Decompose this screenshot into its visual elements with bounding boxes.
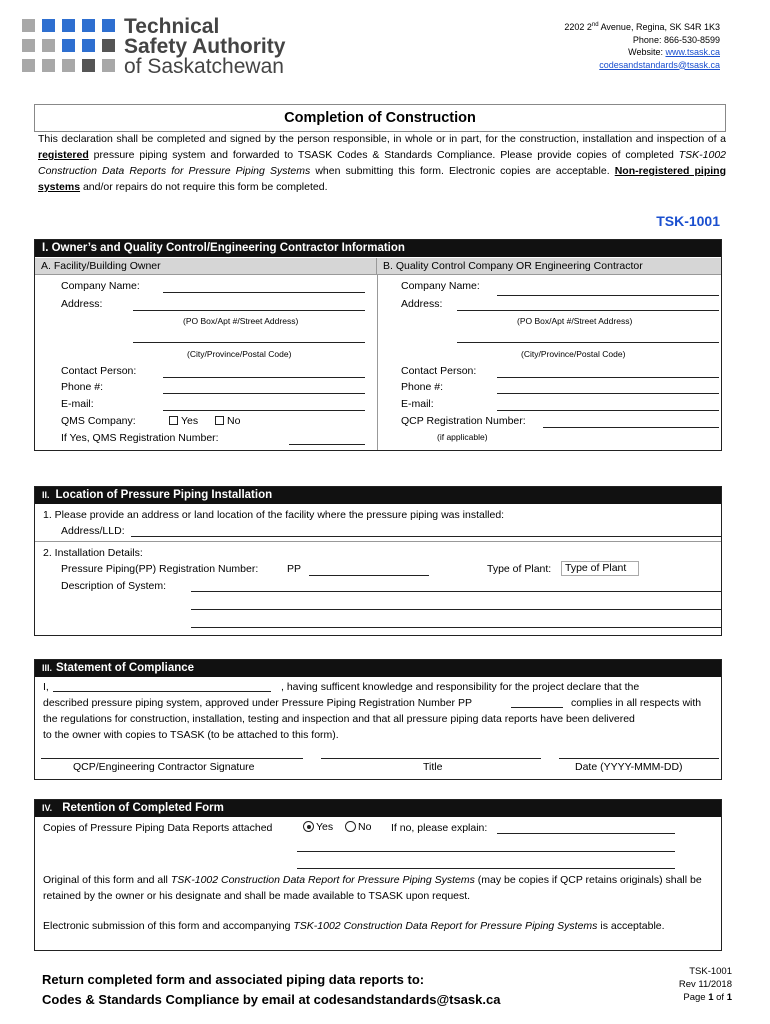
pp-number-input[interactable] bbox=[511, 707, 563, 708]
explain-input-2[interactable] bbox=[297, 851, 675, 852]
owner-contact-input[interactable] bbox=[163, 377, 365, 378]
qcp-reg-input[interactable] bbox=[543, 427, 719, 428]
contractor-email-input[interactable] bbox=[497, 410, 719, 411]
type-of-plant-label: Type of Plant: bbox=[487, 563, 552, 575]
form-number: TSK-1001 bbox=[656, 213, 720, 229]
explain-input-1[interactable] bbox=[497, 833, 675, 834]
qcp-reg-label: QCP Registration Number: bbox=[401, 415, 526, 427]
declarant-name-input[interactable] bbox=[53, 691, 271, 692]
org-line3: of Saskatchewan bbox=[124, 55, 284, 78]
contractor-street-input[interactable] bbox=[457, 310, 719, 311]
qms-no-checkbox[interactable] bbox=[215, 416, 224, 425]
intro-paragraph: This declaration shall be completed and signed by the person responsible, in whole or in part, for the construction, installation and inspection of a registered pressure piping system and forwarded to TSASK Codes & Standards Compliance. Please provide copies of completed TSK-1002 Construction Data Reports for Pressure Piping Systems when submitting this form. Electronic copies are acceptable. Non-registered piping systems and/or repairs do not require this form be completed. bbox=[38, 133, 726, 193]
page-number: Page 1 of 1 bbox=[683, 992, 732, 1003]
logo-square bbox=[62, 59, 75, 72]
owner-address-label: Address: bbox=[61, 298, 103, 310]
org-line1: Technical bbox=[124, 15, 220, 38]
logo-square bbox=[102, 59, 115, 72]
contractor-email-label: E-mail: bbox=[401, 398, 434, 410]
address-lld-label: Address/LLD: bbox=[61, 525, 125, 537]
footer-meta bbox=[679, 965, 732, 1004]
logo-square bbox=[42, 39, 55, 52]
po-box-hint: (PO Box/Apt #/Street Address) bbox=[183, 316, 299, 326]
qms-company-label: QMS Company: bbox=[61, 415, 136, 427]
org-name bbox=[124, 17, 285, 77]
type-of-plant-field[interactable]: Type of Plant bbox=[561, 561, 639, 576]
if-applicable-hint: (if applicable) bbox=[437, 432, 488, 442]
tsask-logo bbox=[22, 19, 118, 79]
owner-street-input[interactable] bbox=[133, 310, 365, 311]
copies-attached-label: Copies of Pressure Piping Data Reports attached bbox=[43, 822, 273, 834]
owner-email-input[interactable] bbox=[163, 410, 365, 411]
installation-details-label: 2. Installation Details: bbox=[43, 547, 143, 559]
title-label: Title bbox=[423, 761, 443, 773]
email-link[interactable]: codesandstandards@tsask.ca bbox=[599, 59, 720, 70]
compliance-line3: the regulations for construction, installation, testing and inspection and that all pressure piping data reports have been delivered bbox=[43, 713, 635, 725]
location-item1: 1. Please provide an address or land location of the facility where the pressure piping was installed: bbox=[43, 509, 505, 521]
po-box-hint: (PO Box/Apt #/Street Address) bbox=[517, 316, 633, 326]
section-title: IV. Retention of Completed Form bbox=[35, 800, 721, 817]
description-input-3[interactable] bbox=[191, 627, 721, 628]
date-label: Date (YYYY-MMM-DD) bbox=[575, 761, 683, 773]
logo-square bbox=[22, 19, 35, 32]
copies-no-option[interactable]: No bbox=[345, 821, 371, 833]
pp-prefix: PP bbox=[287, 563, 302, 575]
city-hint: (City/Province/Postal Code) bbox=[187, 349, 292, 359]
compliance-line1b: , having sufficent knowledge and responsibility for the project declare that the bbox=[281, 681, 640, 693]
owner-email-label: E-mail: bbox=[61, 398, 94, 410]
contractor-contact-input[interactable] bbox=[497, 377, 719, 378]
copies-yes-radio[interactable] bbox=[303, 821, 314, 832]
owner-subhead: A. Facility/Building Owner bbox=[35, 258, 377, 275]
signature-label: QCP/Engineering Contractor Signature bbox=[73, 761, 255, 773]
phone: Phone: 866-530-8599 bbox=[632, 34, 720, 45]
description-input-1[interactable] bbox=[191, 591, 721, 592]
section-title: II. Location of Pressure Piping Installation bbox=[35, 487, 721, 504]
electronic-paragraph: Electronic submission of this form and accompanying TSK-1002 Construction Data Report for Pressure Piping Systems is acceptable. bbox=[43, 920, 665, 932]
copies-yes-option[interactable]: Yes bbox=[303, 821, 333, 833]
qms-reg-label: If Yes, QMS Registration Number: bbox=[61, 432, 219, 444]
owner-contact-label: Contact Person: bbox=[61, 365, 137, 377]
qms-reg-input[interactable] bbox=[289, 444, 365, 445]
qms-no-option[interactable]: No bbox=[215, 415, 240, 427]
section-title: I. Owner’s and Quality Control/Engineering Contractor Information bbox=[35, 240, 721, 257]
city-hint: (City/Province/Postal Code) bbox=[521, 349, 626, 359]
owner-phone-label: Phone #: bbox=[61, 381, 104, 393]
owner-company-input[interactable] bbox=[163, 292, 365, 293]
footer-revision: Rev 11/2018 bbox=[678, 979, 732, 990]
logo-square bbox=[22, 59, 35, 72]
compliance-line4: to the owner with copies to TSASK (to be attached to this form). bbox=[43, 729, 339, 741]
logo-square bbox=[82, 59, 95, 72]
qms-yes-option[interactable]: Yes bbox=[169, 415, 198, 427]
copies-no-radio[interactable] bbox=[345, 821, 356, 832]
qms-yes-checkbox[interactable] bbox=[169, 416, 178, 425]
pp-reg-label: Pressure Piping(PP) Registration Number: bbox=[61, 563, 259, 575]
date-input[interactable] bbox=[559, 758, 719, 759]
contractor-phone-input[interactable] bbox=[497, 393, 719, 394]
return-email-line: Codes & Standards Compliance by email at codesandstandards@tsask.ca bbox=[42, 992, 501, 1007]
section-compliance bbox=[34, 659, 722, 780]
description-input-2[interactable] bbox=[191, 609, 721, 610]
owner-phone-input[interactable] bbox=[163, 393, 365, 394]
explain-input-3[interactable] bbox=[297, 868, 675, 869]
return-instructions: Return completed form and associated piping data reports to: bbox=[42, 972, 425, 987]
owner-company-label: Company Name: bbox=[61, 280, 140, 292]
contractor-address-label: Address: bbox=[401, 298, 443, 310]
section-retention bbox=[34, 799, 722, 951]
logo-square bbox=[82, 39, 95, 52]
logo-square bbox=[62, 19, 75, 32]
contact-block bbox=[564, 19, 720, 71]
contractor-company-input[interactable] bbox=[497, 295, 719, 296]
logo-square bbox=[42, 19, 55, 32]
signature-input[interactable] bbox=[41, 758, 303, 759]
logo-square bbox=[102, 39, 115, 52]
section-owner-info bbox=[34, 239, 722, 451]
description-label: Description of System: bbox=[61, 580, 167, 592]
website-line: Website: www.tsask.ca bbox=[628, 47, 720, 57]
form-title: Completion of Construction bbox=[34, 104, 726, 132]
compliance-line2b: complies in all respects with bbox=[571, 697, 702, 709]
pp-reg-input[interactable] bbox=[309, 575, 429, 576]
street-address: 2202 2nd Avenue, Regina, SK S4R 1K3 bbox=[564, 22, 720, 32]
explain-label: If no, please explain: bbox=[391, 822, 488, 834]
logo-square bbox=[102, 19, 115, 32]
address-lld-input[interactable] bbox=[131, 536, 721, 537]
contractor-company-label: Company Name: bbox=[401, 280, 480, 292]
contractor-subhead: B. Quality Control Company OR Engineering Contractor bbox=[377, 258, 721, 275]
footer-form-number: TSK-1001 bbox=[689, 966, 732, 977]
contractor-contact-label: Contact Person: bbox=[401, 365, 477, 377]
contractor-phone-label: Phone #: bbox=[401, 381, 444, 393]
title-input[interactable] bbox=[321, 758, 541, 759]
logo-square bbox=[82, 19, 95, 32]
logo-square bbox=[42, 59, 55, 72]
website-link[interactable]: www.tsask.ca bbox=[665, 47, 720, 57]
org-line2: Safety Authority bbox=[124, 35, 286, 58]
retention-paragraph: Original of this form and all TSK-1002 Construction Data Report for Pressure Piping Systems (may be copies if QCP retains originals) shall be retained by the owner or his designate and shall be made available to TSASK upon request. bbox=[43, 874, 702, 902]
contractor-city-input[interactable] bbox=[457, 342, 719, 343]
section-title: III. Statement of Compliance bbox=[35, 660, 721, 677]
compliance-line1: I, bbox=[43, 681, 49, 693]
logo-square bbox=[22, 39, 35, 52]
section-location bbox=[34, 486, 722, 636]
owner-city-input[interactable] bbox=[133, 342, 365, 343]
logo-square bbox=[62, 39, 75, 52]
compliance-line2a: described pressure piping system, approved under Pressure Piping Registration Number PP bbox=[43, 697, 472, 709]
